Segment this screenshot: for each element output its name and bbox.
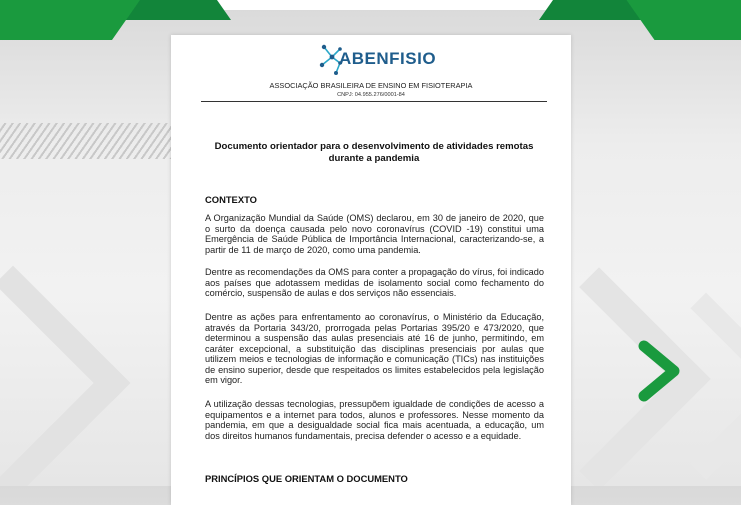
bg-chevron-left-shape (0, 266, 130, 486)
document-title: Documento orientador para o desenvolvimento de atividades remotas durante a pandemia (214, 141, 534, 164)
section-heading-contexto: CONTEXTO (205, 194, 257, 205)
cnpj: CNPJ: 04.955.276/0001-84 (337, 92, 405, 98)
paragraph-3: Dentre as ações para enfrentamento ao coronavírus, o Ministério da Educação, através da Portaria 343/20, prorrogada pelas Portarias 395/20 e 473/2020, que determinou a suspensão das aulas presenciais até 16 de junho, permitindo, em caráter excepcional, a substituição das disciplinas presenciais por aulas que utilizem meios e tecnologias de informação e comunicação (TICs) nas instituições de ensino superior, desde que respeitados os limites estabelecidos pela legislação em vigor. (205, 312, 544, 385)
section-heading-principios: PRINCÍPIOS QUE ORIENTAM O DOCUMENTO (205, 473, 408, 484)
organization-name: ASSOCIAÇÃO BRASILEIRA DE ENSINO EM FISIOTERAPIA (269, 81, 473, 90)
paragraph-4: A utilização dessas tecnologias, pressupõem igualdade de condições de acesso a equipamentos e a internet para todos, alunos e professores. Nesse momento da pandemia, em que a desigualdade social fica mais acentuada, a educação, um dos direitos humanos fundamentais, precisa defender o acesso e a equidade. (205, 399, 544, 441)
logo-text: ABENFISIO (339, 49, 437, 68)
header-divider (201, 101, 547, 102)
paragraph-1: A Organização Mundial da Saúde (OMS) declarou, em 30 de janeiro de 2020, que o surto da doença causada pelo novo coronavírus (COVID -19) constitui uma Emergência de Saúde Pública de Importância Internacional, caracterizando-se, a partir de 11 de março de 2020, como uma pandemia. (205, 213, 544, 255)
document-page (171, 35, 571, 505)
hatch-pattern (0, 123, 172, 159)
chevron-right-icon[interactable] (634, 340, 686, 402)
paragraph-2: Dentre as recomendações da OMS para conter a propagação do vírus, foi indicado aos países que adotassem medidas de isolamento social como fechamento do comércio, suspensão de aulas e dos serviços não essenciais. (205, 267, 544, 298)
